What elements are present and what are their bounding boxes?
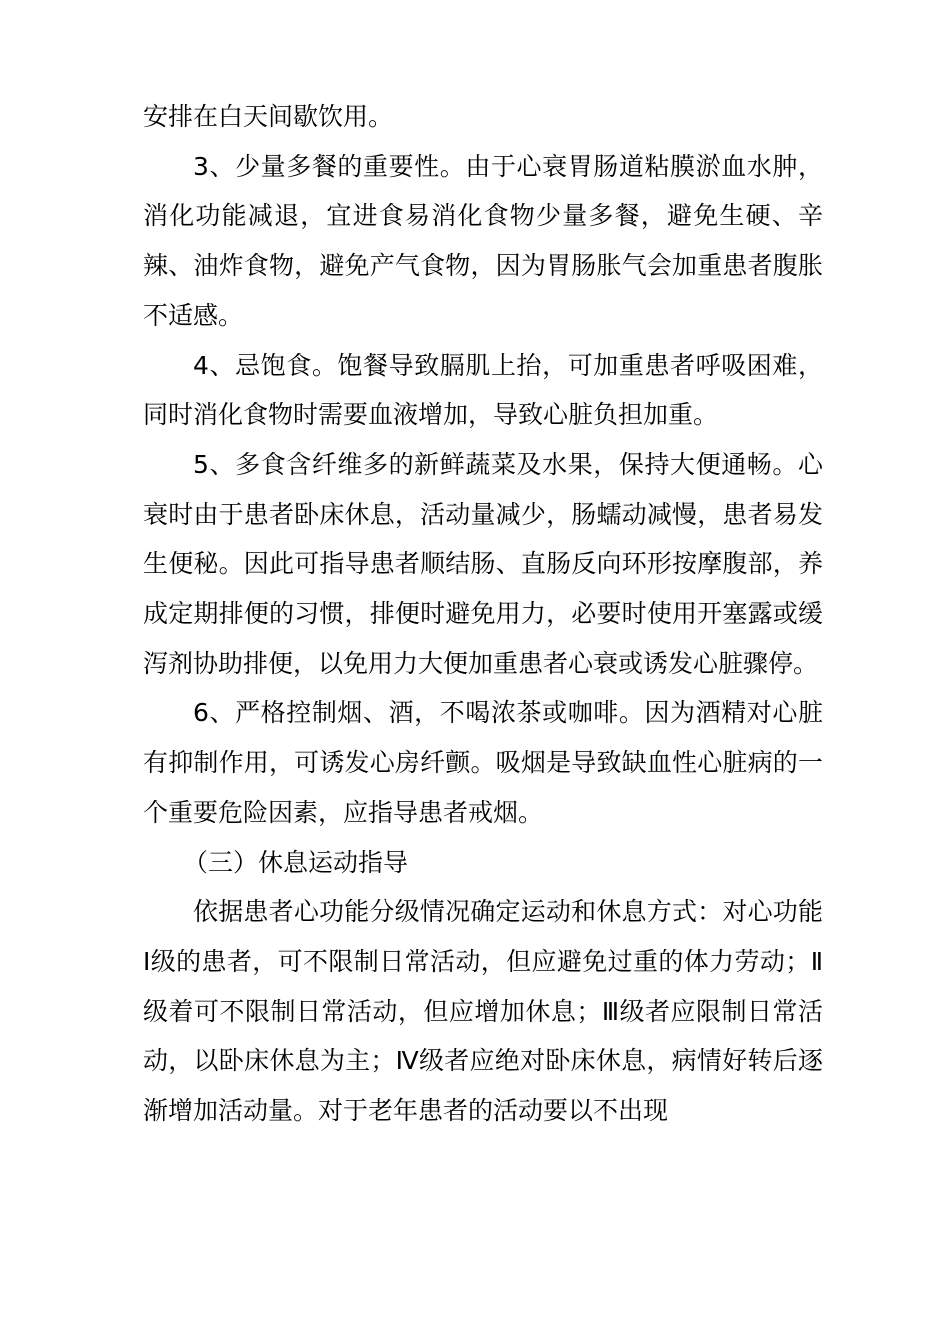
paragraph-item-6: 6、严格控制烟、酒，不喝浓茶或咖啡。因为酒精对心脏有抑制作用，可诱发心房纤颤。吸烟是导致缺血性心脏病的一个重要危险因素，应指导患者戒烟。 — [143, 698, 823, 827]
document-body — [143, 92, 823, 1136]
section-heading: （三）休息运动指导 — [183, 847, 409, 877]
paragraph-rest-exercise: 依据患者心功能分级情况确定运动和休息方式：对心功能Ⅰ级的患者，可不限制日常活动，但应避免过重的体力劳动；Ⅱ级着可不限制日常活动，但应增加休息；Ⅲ级者应限制日常活动，以卧床休息为主；Ⅳ级者应绝对卧床休息，病情好转后逐渐增加活动量。对于老年患者的活动要以不出现 — [143, 897, 823, 1126]
paragraph-item-3: 3、少量多餐的重要性。由于心衰胃肠道粘膜淤血水肿，消化功能减退，宜进食易消化食物少量多餐，避免生硬、辛辣、油炸食物，避免产气食物，因为胃肠胀气会加重患者腹胀不适感。 — [143, 151, 823, 330]
paragraph-item-4: 4、忌饱食。饱餐导致膈肌上抬，可加重患者呼吸困难，同时消化食物时需要血液增加，导致心脏负担加重。 — [143, 350, 823, 430]
paragraph-continuation: 安排在白天间歇饮用。 — [143, 102, 394, 131]
paragraph-item-5: 5、多食含纤维多的新鲜蔬菜及水果，保持大便通畅。心衰时由于患者卧床休息，活动量减少，肠蠕动减慢，患者易发生便秘。因此可指导患者顺结肠、直肠反向环形按摩腹部，养成定期排便的习惯，排便时避免用力，必要时使用开塞露或缓泻剂协助排便，以免用力大便加重患者心衰或诱发心脏骤停。 — [143, 449, 823, 678]
